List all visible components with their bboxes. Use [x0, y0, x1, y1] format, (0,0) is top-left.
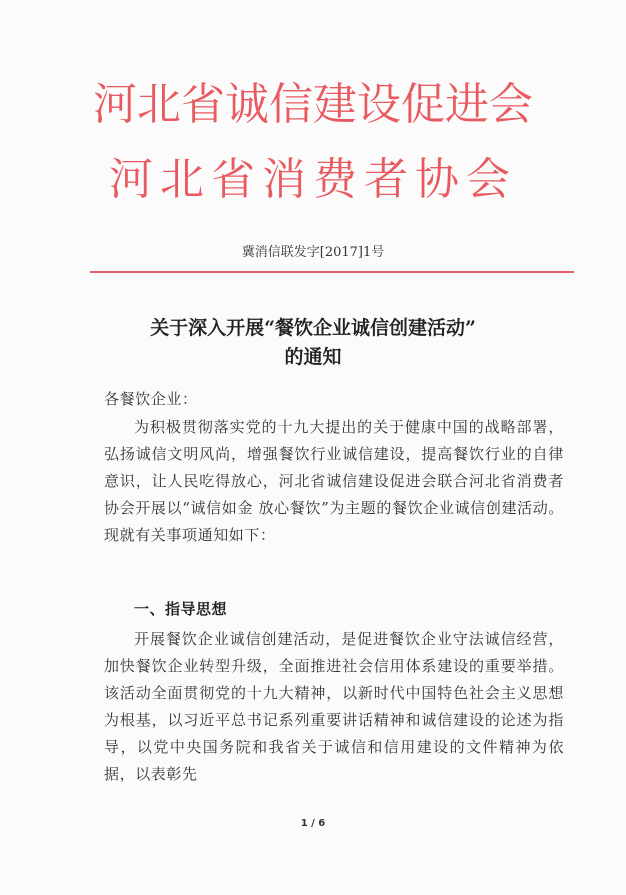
issuer-name-1: 河北省诚信建设促进会: [93, 79, 533, 130]
document-number: 冀消信联发字[2017]1号: [241, 245, 385, 260]
section-heading-guiding-ideology: 一、指导思想: [134, 600, 228, 618]
page-number: 1 / 6: [300, 818, 326, 829]
paragraph-intro: 为积极贯彻落实党的十九大提出的关于健康中国的战略部署，弘扬诚信文明风尚，增强餐饮行业诚信建设，提高餐饮行业的自律意识，让人民吃得放心，河北省诚信建设促进会联合河北省消费者协会开展以“诚信如金 放心餐饮”为主题的餐饮企业诚信创建活动。现就有关事项通知如下：: [104, 418, 564, 544]
issuer-name-2: 河北省消费者协会: [109, 154, 517, 205]
paragraph-guiding-ideology: 开展餐饮企业诚信创建活动，是促进餐饮企业守法诚信经营，加快餐饮企业转型升级，全面推进社会信用体系建设的重要举措。该活动全面贯彻党的十九大精神，以新时代中国特色社会主义思想为根基，以习近平总书记系列重要讲话精神和诚信建设的论述为指导，以党中央国务院和我省关于诚信和信用建设的文件精神为依据，以表彰先: [104, 630, 564, 783]
salutation: 各餐饮企业：: [104, 390, 198, 408]
header-divider: [90, 271, 574, 273]
document-title-line-2: 的通知: [284, 346, 342, 368]
document-title-line-1: 关于深入开展“餐饮企业诚信创建活动”: [150, 317, 476, 339]
